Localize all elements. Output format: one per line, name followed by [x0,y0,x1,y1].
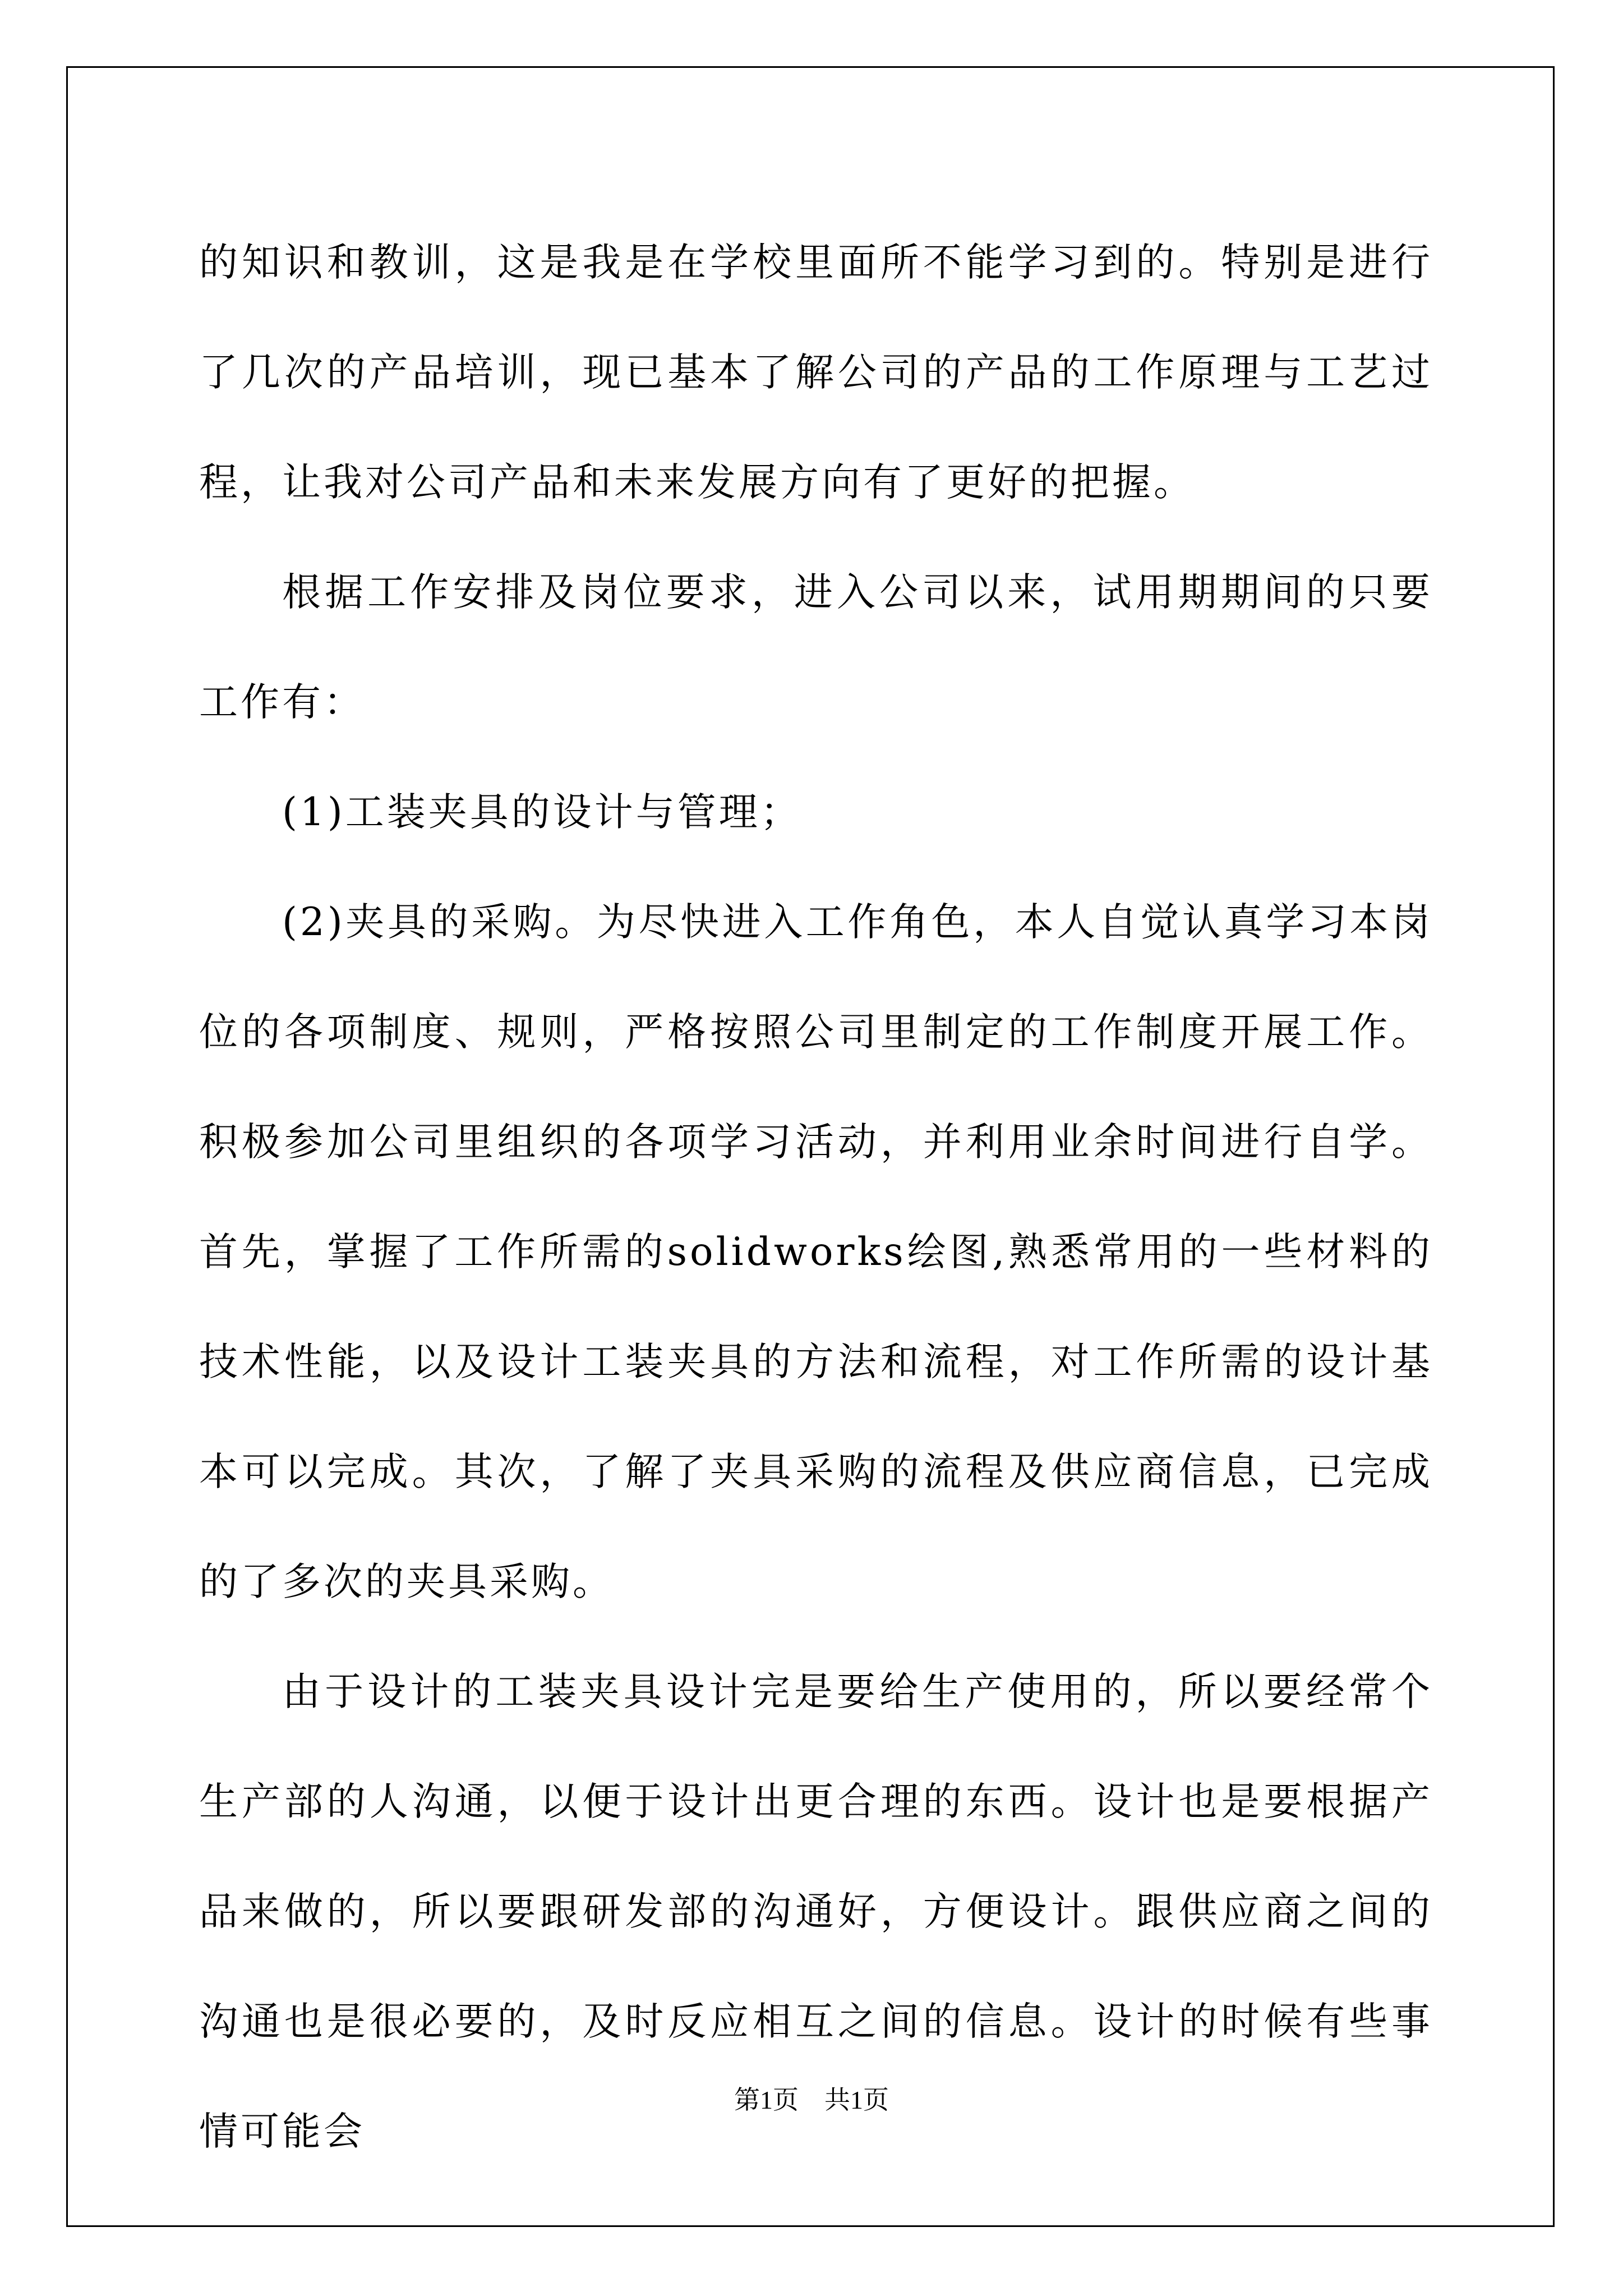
paragraph-5: 由于设计的工装夹具设计完是要给生产使用的，所以要经常个生产部的人沟通，以便于设计出更合理的东西。设计也是要根据产品来做的，所以要跟研发部的沟通好，方便设计。跟供应商之间的沟通也是很必要的，及时反应相互之间的信息。设计的时候有些事情可能会 [199,1669,1433,2154]
paragraph-3: (1)工装夹具的设计与管理； [282,790,802,835]
page-number-footer: 第1页 共1页 [734,2086,889,2114]
paragraph-2: 根据工作安排及岗位要求，进入公司以来，试用期期间的只要工作有： [199,570,1433,725]
paragraph-4: (2)夹具的采购。为尽快进入工作角色，本人自觉认真学习本岗位的各项制度、规则，严格按照公司里制定的工作制度开展工作。积极参加公司里组织的各项学习活动，并利用业余时间进行自学。首先，掌握了工作所需的solidworks绘图,熟悉常用的一些材料的技术性能，以及设计工装夹具的方法和流程，对工作所需的设计基本可以完成。其次，了解了夹具采购的流程及供应商信息，已完成的了多次的夹具采购。 [199,900,1433,1604]
document-body [199,208,1433,2187]
paragraph-1: 的知识和教训，这是我是在学校里面所不能学习到的。特别是进行了几次的产品培训，现已基本了解公司的产品的工作原理与工艺过程，让我对公司产品和未来发展方向有了更好的把握。 [199,240,1433,505]
